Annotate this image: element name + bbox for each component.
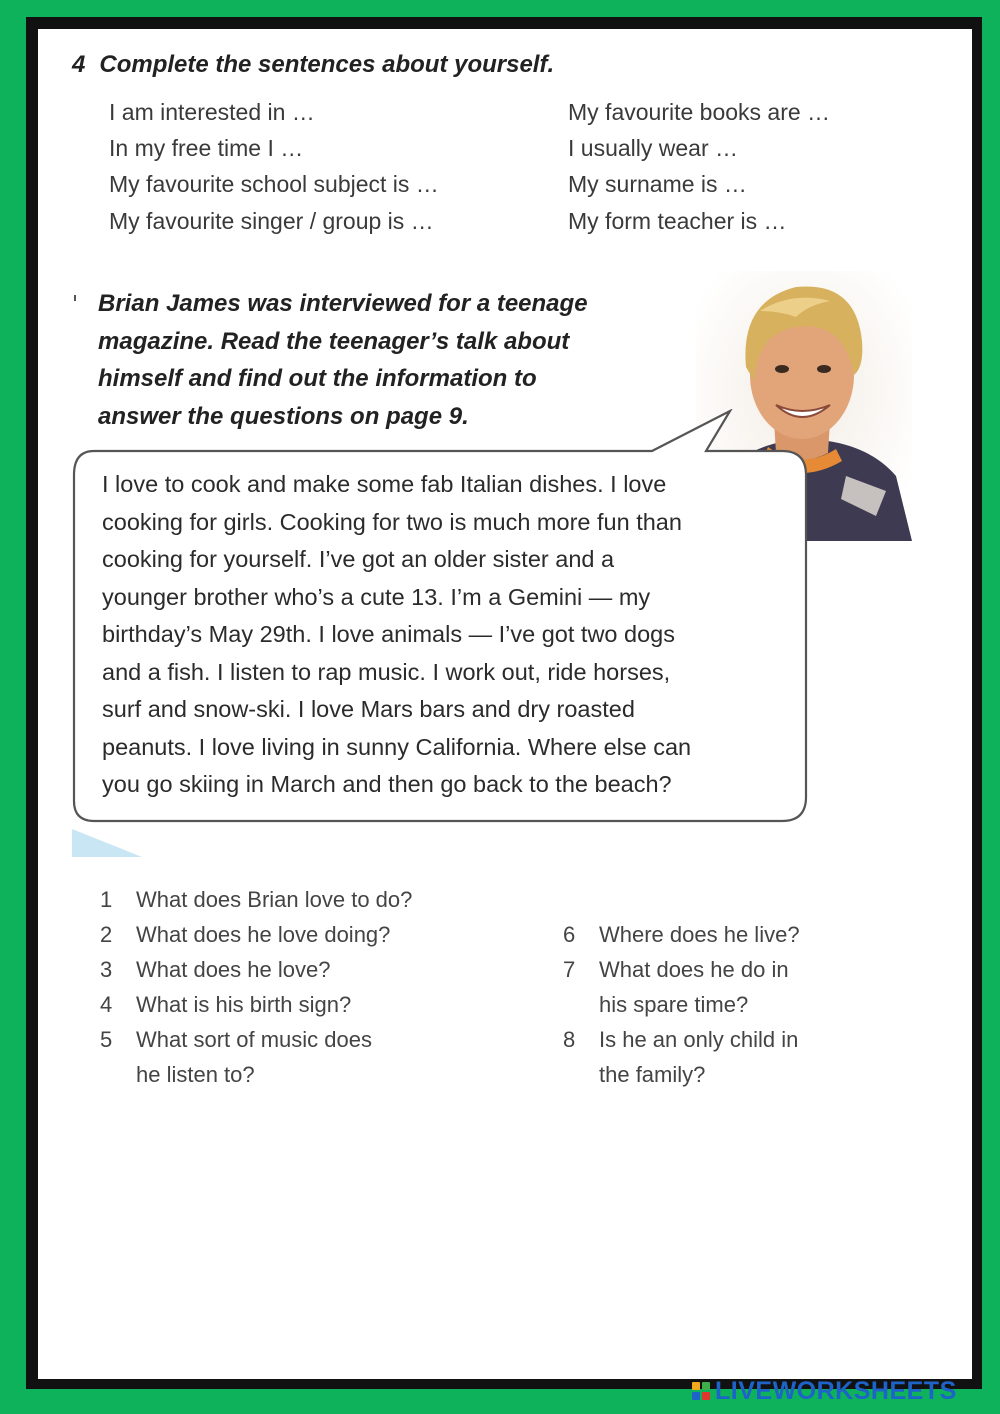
decorative-tick [74, 295, 76, 301]
exercise-heading [72, 51, 554, 79]
sentence-prompt: I usually wear … [568, 135, 739, 161]
sentence-prompt: My favourite singer / group is … [109, 208, 434, 234]
sentence-prompt: My form teacher is … [568, 208, 787, 234]
question-item: 4 What is his birth sign? [100, 992, 352, 1017]
statement-line: surf and snow-ski. I love Mars bars and dry roasted [102, 696, 635, 722]
exercise-number: 4 [72, 51, 86, 78]
statement-line: younger brother who’s a cute 13. I’m a Gemini — my [102, 583, 651, 610]
instruction-line: himself and find out the information to [98, 365, 537, 392]
question-item: 5 What sort of music does [100, 1027, 372, 1052]
statement-line: I love to cook and make some fab Italian dishes. I love [102, 471, 667, 497]
sentence-prompt: My surname is … [568, 171, 747, 197]
question-item: 6 Where does he live? [563, 922, 800, 947]
sentence-prompt: I am interested in … [109, 99, 315, 125]
decorative-wedge [72, 829, 142, 859]
instruction-line: Brian James was interviewed for a teenage [98, 290, 588, 317]
question-item: 1 What does Brian love to do? [100, 887, 413, 912]
exercise-title: Complete the sentences about yourself. [99, 51, 555, 78]
statement-line: cooking for girls. Cooking for two is much more fun than [102, 508, 682, 535]
sentence-prompt: My favourite books are … [568, 99, 831, 125]
instruction-line: magazine. Read the teenager’s talk about [98, 327, 570, 355]
question-item: 2 What does he love doing? [100, 922, 391, 947]
statement-line: cooking for yourself. I’ve got an older sister and a [102, 546, 615, 572]
question-item: 7 What does he do in [563, 957, 789, 982]
liveworksheets-logo-link[interactable] [692, 1374, 957, 1408]
statement-line: and a fish. I listen to rap music. I work out, ride horses, [102, 658, 671, 685]
statement-line: birthday’s May 29th. I love animals — I’ve got two dogs [102, 621, 675, 647]
question-continuation: the family? [599, 1062, 706, 1087]
question-continuation: he listen to? [136, 1062, 255, 1087]
statement-line: you go skiing in March and then go back to the beach? [102, 771, 672, 797]
question-item: 3 What does he love? [100, 957, 331, 982]
worksheet-page [38, 29, 972, 1379]
question-continuation: his spare time? [599, 992, 749, 1017]
brand-name: LIVEWORKSHEETS [715, 1376, 957, 1405]
sentence-prompt: In my free time I … [109, 135, 304, 161]
question-item: 8 Is he an only child in [563, 1027, 799, 1052]
brian-statement [102, 466, 802, 804]
instruction-line: answer the questions on page 9. [98, 402, 469, 430]
statement-line: peanuts. I love living in sunny California. Where else can [102, 733, 692, 760]
sentence-prompt: My favourite school subject is … [109, 171, 439, 197]
liveworksheets-logo-icon [692, 1382, 710, 1400]
